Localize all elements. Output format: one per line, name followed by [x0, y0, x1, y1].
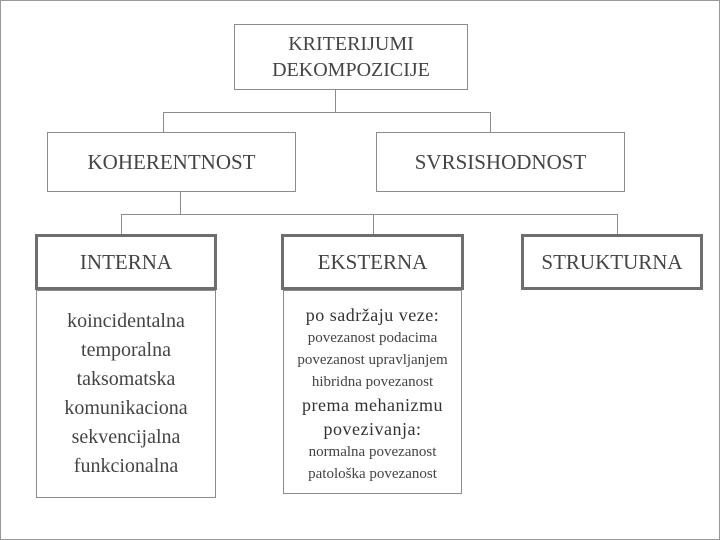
list-item: komunikaciona [64, 397, 188, 419]
eksterna-heading-2-line-1: prema mehanizmu [302, 395, 443, 415]
connector-to-eksterna [373, 214, 374, 234]
connector-level1-bar [163, 112, 491, 113]
list-item: temporalna [81, 339, 171, 361]
list-item: hibridna povezanost [311, 374, 434, 390]
list-item: taksomatska [76, 368, 176, 390]
koherentnost-label: KOHERENTNOST [87, 149, 256, 174]
eksterna-list [283, 290, 462, 494]
connector-to-strukturna [617, 214, 618, 234]
connector-root-down [335, 90, 336, 112]
connector-koherentnost-down [180, 192, 181, 214]
strukturna-label: STRUKTURNA [541, 249, 683, 274]
list-item: patološka povezanost [308, 466, 437, 482]
list-item: funkcionalna [73, 455, 179, 477]
svrsishodnost-node [376, 132, 625, 192]
interna-node [35, 234, 217, 290]
koherentnost-node [47, 132, 296, 192]
list-item: normalna povezanost [308, 444, 437, 460]
eksterna-node [281, 234, 464, 290]
connector-level2-bar [121, 214, 618, 215]
eksterna-label: EKSTERNA [317, 249, 428, 274]
root-line-2: DEKOMPOZICIJE [272, 59, 430, 81]
root-line-1: KRITERIJUMI [288, 33, 414, 55]
eksterna-heading-1: po sadržaju veze: [305, 305, 440, 325]
interna-label: INTERNA [79, 249, 173, 274]
svrsishodnost-label: SVRSISHODNOST [414, 149, 587, 174]
root-node [234, 24, 468, 90]
eksterna-heading-2-line-2: povezivanja: [323, 419, 422, 439]
connector-to-svrsishodnost [490, 112, 491, 132]
list-item: koincidentalna [67, 310, 185, 332]
list-item: povezanost podacima [307, 330, 438, 346]
connector-to-koherentnost [163, 112, 164, 132]
list-item: sekvencijalna [71, 426, 181, 448]
connector-to-interna [121, 214, 122, 234]
strukturna-node [521, 234, 703, 290]
interna-list [36, 290, 216, 498]
list-item: povezanost upravljanjem [297, 352, 448, 368]
